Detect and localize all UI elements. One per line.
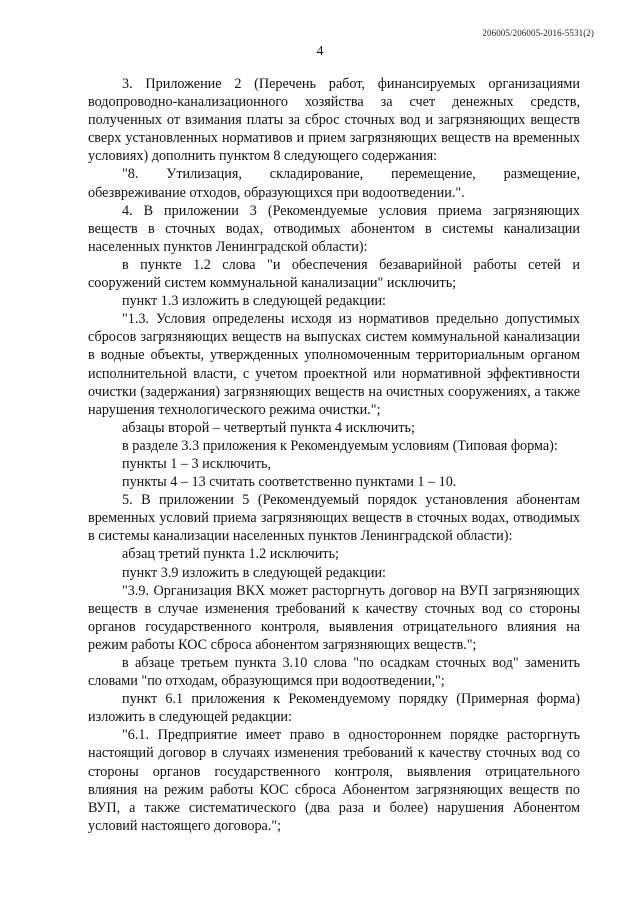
paragraph: "3.9. Организация ВКХ может расторгнуть договор на ВУП загрязняющих веществ в случае изменения требований к качеству сточных вод со стороны органов государственного контроля, выявления отрицательного влияния на режим работы КОС сброса абонентом загрязняющих веществ."; <box>88 582 580 653</box>
paragraph: в разделе 3.3 приложения к Рекомендуемым условиям (Типовая форма): <box>122 437 558 454</box>
paragraph: пункты 1 – 3 исключить, <box>122 455 272 472</box>
paragraph: абзац третий пункта 1.2 исключить; <box>122 546 339 563</box>
paragraph: 4. В приложении 3 (Рекомендуемые условия приема загрязняющих веществ в сточных водах, отводимых абонентом в системы канализации населенных пунктов Ленинградской области): <box>88 202 580 255</box>
paragraph: "8. Утилизация, складирование, перемещение, размещение, обезвреживание отходов, образующихся при водоотведении.". <box>88 166 580 201</box>
paragraph: "6.1. Предприятие имеет право в одностороннем порядке расторгнуть настоящий договор в случаях изменения требований к качеству сточных вод со стороны органов государственного контроля, выявления отрицательного влияния на режим работы КОС сброса Абонентом загрязняющих веществ по ВУП, а также систематического (два раза и более) нарушения Абонентом условий настоящего договора."; <box>88 727 580 834</box>
paragraph: в абзаце третьем пункта 3.10 слова "по осадкам сточных вод" заменить словами "по отходам, образующимся при водоотведении,"; <box>88 655 580 690</box>
paragraph: пункт 6.1 приложения к Рекомендуемому порядку (Примерная форма) изложить в следующей редакции: <box>88 691 580 726</box>
paragraph: "1.3. Условия определены исходя из нормативов предельно допустимых сбросов загрязняющих веществ на выпусках систем коммунальной канализации в водные объекты, утвержденных уполномоченным территориальным органом исполнительной власти, с учетом проектной или нормативной эффективности очистки (задержания) загрязняющих веществ на очистных сооружениях, а также нарушения технологического режима очистки."; <box>88 311 580 418</box>
paragraph: 5. В приложении 5 (Рекомендуемый порядок установления абонентам временных условий приема загрязняющих веществ в сточных водах, отводимых в системы канализации населенных пунктов Ленинградской области): <box>88 492 580 545</box>
paragraph: 3. Приложение 2 (Перечень работ, финансируемых организациями водопроводно-канализационного хозяйства за счет денежных средств, полученных от взимания платы за сброс сточных вод и загрязняющих веществ сверх установленных нормативов и прием загрязняющих веществ на временных условиях) дополнить пунктом 8 следующего содержания: <box>88 76 580 165</box>
paragraph: абзацы второй – четвертый пункта 4 исключить; <box>122 419 415 436</box>
paragraph: в пункте 1.2 слова "и обеспечения безаварийной работы сетей и сооружений систем коммунальной канализации" исключить; <box>88 256 580 292</box>
paragraph: пункт 3.9 изложить в следующей редакции: <box>122 564 386 581</box>
document-body <box>88 75 580 835</box>
page-number: 4 <box>316 44 324 59</box>
document-id: 206005/206005-2016-5531(2) <box>482 28 594 38</box>
paragraph: пункт 1.3 изложить в следующей редакции: <box>122 293 386 310</box>
paragraph: пункты 4 – 13 считать соответственно пунктами 1 – 10. <box>122 474 457 491</box>
